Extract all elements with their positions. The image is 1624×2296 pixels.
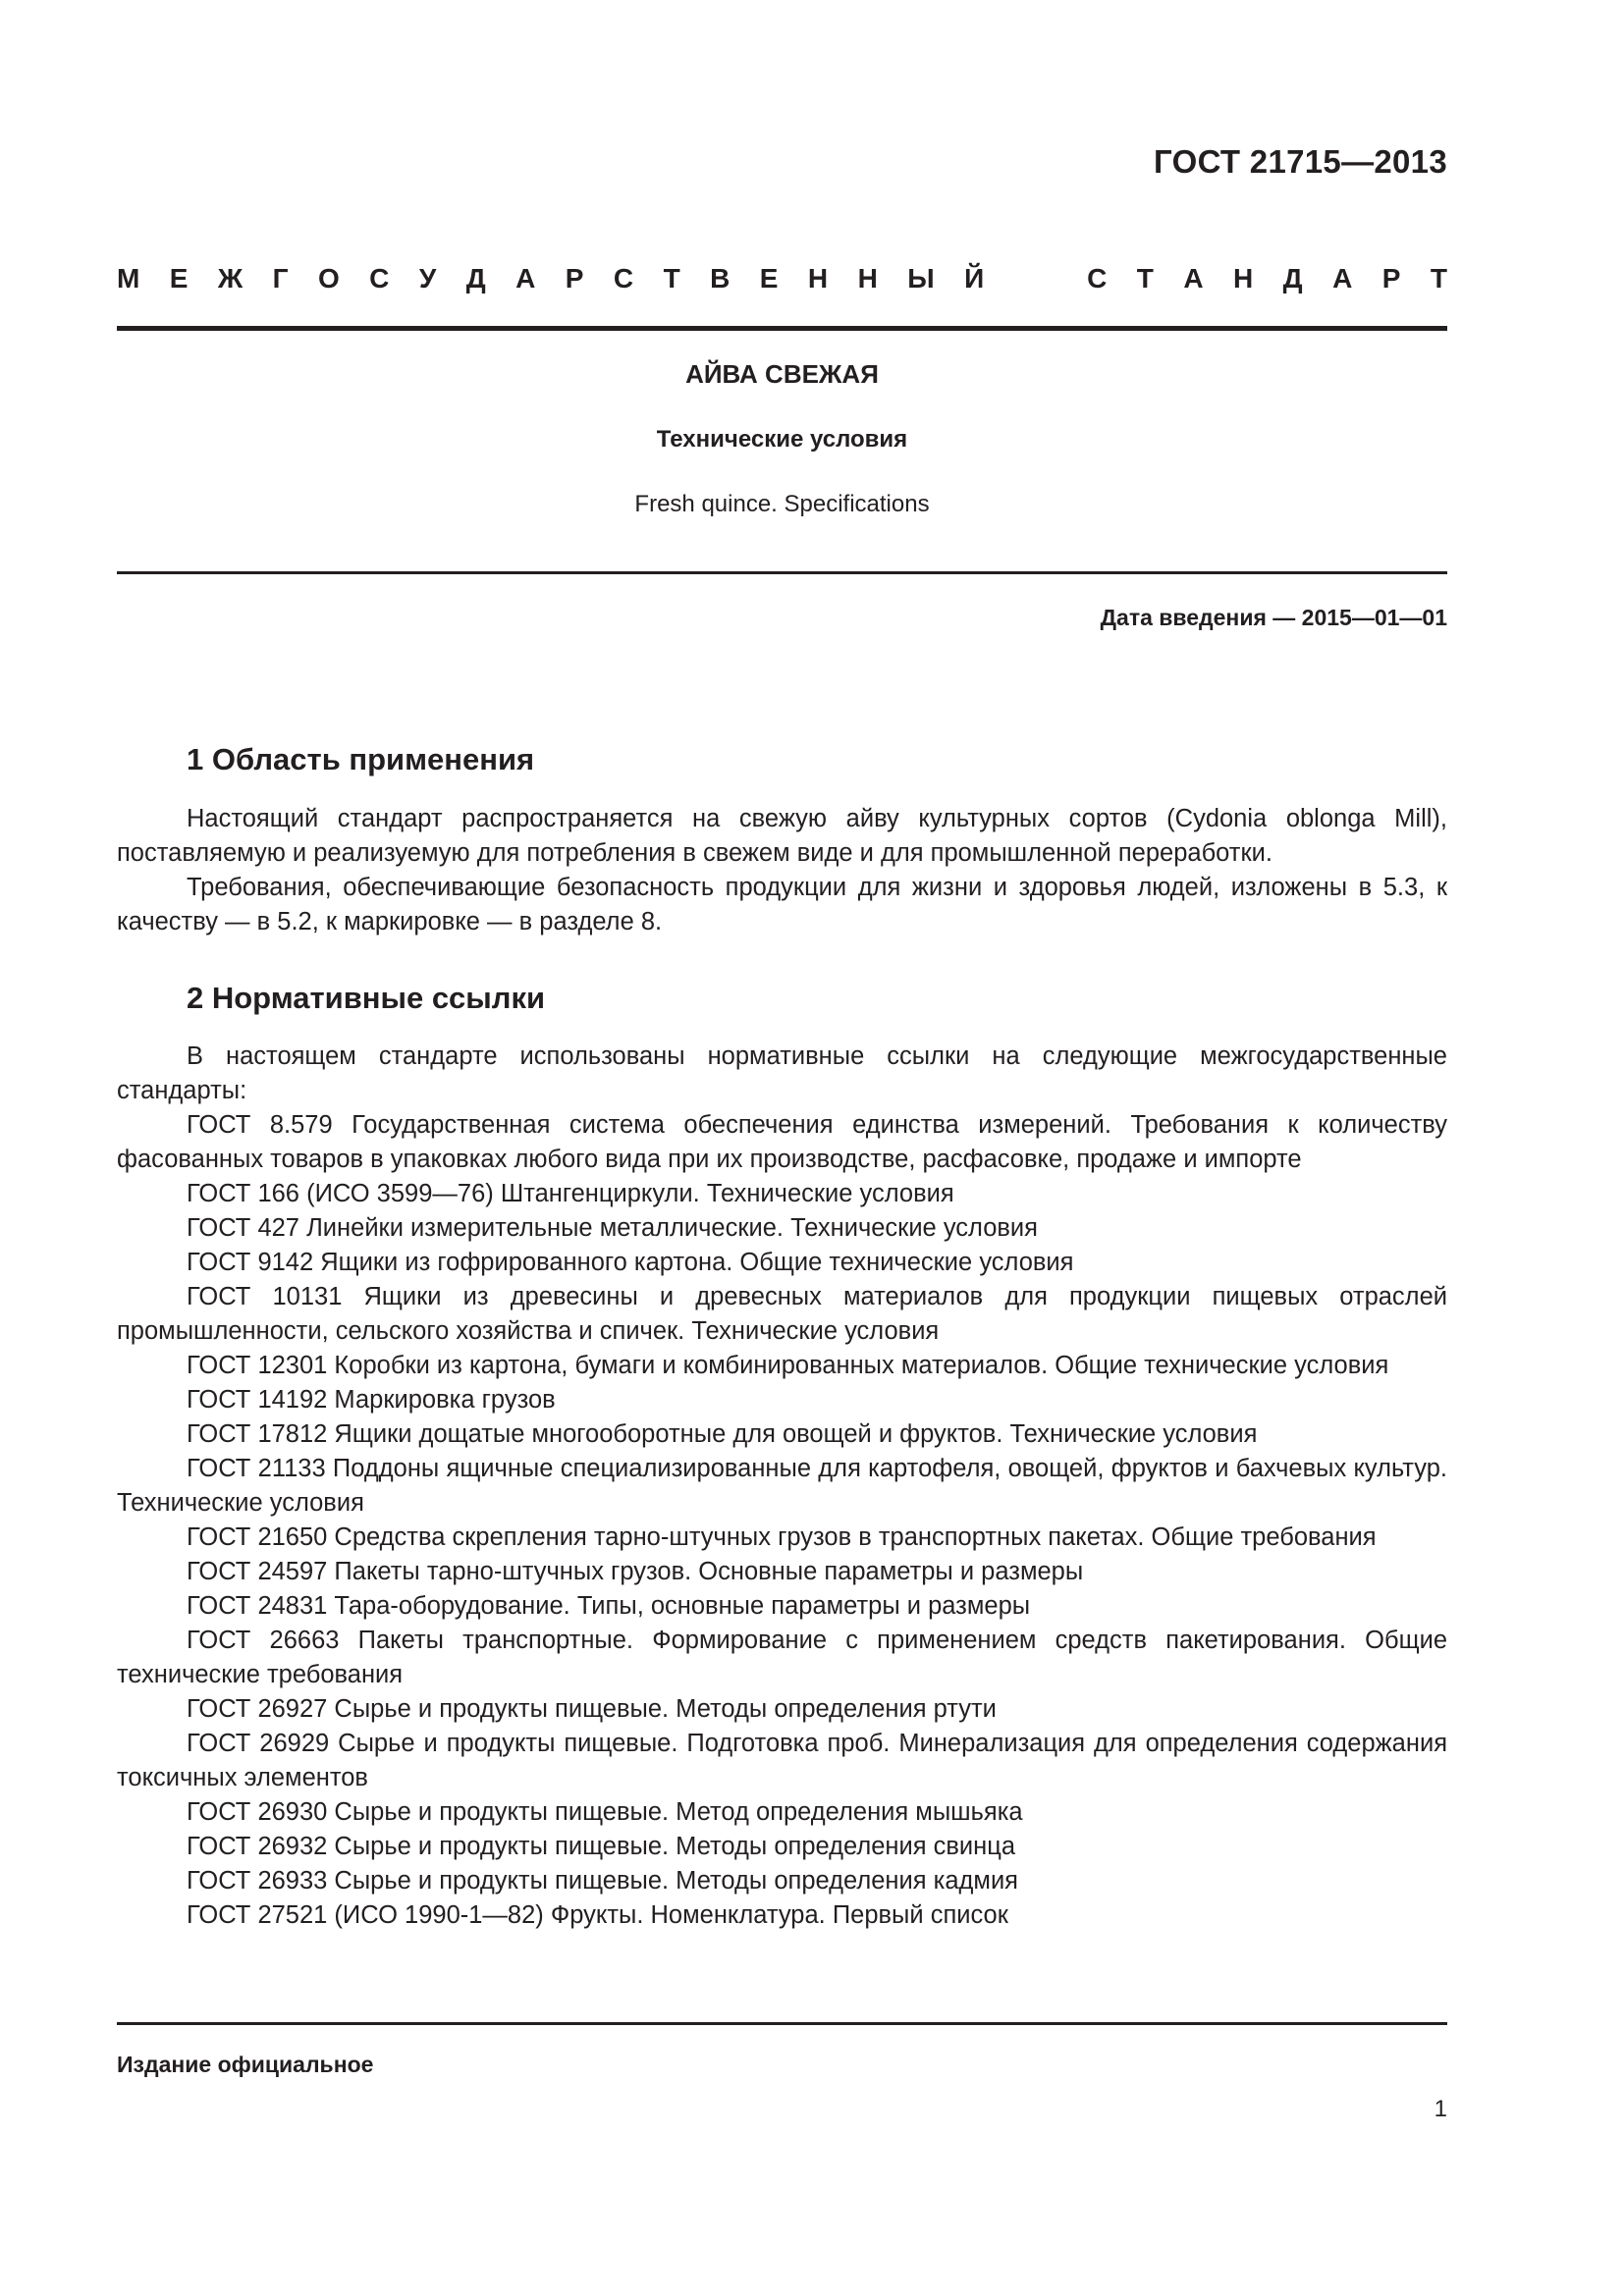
heading-letter: Т: [663, 263, 680, 294]
reference-item: ГОСТ 21133 Поддоны ящичные специализированные для картофеля, овощей, фруктов и бахчевых культур. Технические условия: [117, 1455, 1447, 1517]
reference-item: ГОСТ 8.579 Государственная система обеспечения единства измерений. Требования к количеству фасованных товаров в упаковках любого вида при их производстве, расфасовке, продаже и импорте: [117, 1111, 1447, 1173]
official-edition-label: Издание официальное: [117, 2052, 374, 2077]
heading-letter: С: [369, 263, 390, 294]
heading-letter: Г: [272, 263, 289, 294]
heading-letter: М: [117, 263, 140, 294]
reference-item: ГОСТ 9142 Ящики из гофрированного картона. Общие технические условия: [187, 1249, 1074, 1276]
heading-letter: Е: [759, 263, 779, 294]
gost-number: ГОСТ 21715—2013: [1154, 143, 1447, 180]
reference-item: ГОСТ 26927 Сырье и продукты пищевые. Методы определения ртути: [187, 1695, 997, 1723]
reference-item: ГОСТ 26932 Сырье и продукты пищевые. Методы определения свинца: [187, 1833, 1016, 1860]
heading-letter: А: [1183, 263, 1204, 294]
heading-letter: У: [418, 263, 437, 294]
reference-item: ГОСТ 26929 Сырье и продукты пищевые. Подготовка проб. Минерализация для определения содержания токсичных элементов: [117, 1730, 1447, 1791]
reference-item: ГОСТ 14192 Маркировка грузов: [187, 1386, 556, 1414]
reference-item: ГОСТ 166 (ИСО 3599—76) Штангенциркули. Технические условия: [187, 1180, 954, 1207]
introduction-date: Дата введения — 2015—01—01: [1100, 605, 1447, 630]
page-number: 1: [1434, 2096, 1447, 2122]
title-rule: [117, 571, 1447, 574]
reference-item: ГОСТ 26933 Сырье и продукты пищевые. Методы определения кадмия: [187, 1867, 1018, 1895]
reference-item: ГОСТ 26930 Сырье и продукты пищевые. Метод определения мышьяка: [187, 1798, 1023, 1826]
heading-letter: С: [613, 263, 634, 294]
reference-item: ГОСТ 26663 Пакеты транспортные. Формирование с применением средств пакетирования. Общие технические требования: [117, 1627, 1447, 1688]
reference-item: ГОСТ 12301 Коробки из картона, бумаги и комбинированных материалов. Общие технические условия: [187, 1352, 1389, 1379]
reference-item: ГОСТ 24597 Пакеты тарно-штучных грузов. Основные параметры и размеры: [187, 1558, 1084, 1585]
section-1-heading: 1 Область применения: [187, 742, 535, 776]
heading-letter: Н: [807, 263, 829, 294]
heading-letter: О: [317, 263, 340, 294]
heading-letter: Т: [1136, 263, 1154, 294]
reference-item: ГОСТ 24831 Тара-оборудование. Типы, основные параметры и размеры: [187, 1592, 1031, 1620]
heading-letter: Т: [1430, 263, 1447, 294]
paragraph: Настоящий стандарт распространяется на свежую айву культурных сортов (Cydonia oblonga Mill), поставляемую и реализуемую для потребления в свежем виде и для промышленной переработки.: [117, 805, 1447, 867]
heading-letter: Н: [1233, 263, 1254, 294]
paragraph: В настоящем стандарте использованы нормативные ссылки на следующие межгосударственные стандарты:: [117, 1042, 1447, 1104]
heading-letter: Д: [465, 263, 486, 294]
heading-letter: А: [1332, 263, 1353, 294]
heading-letter: Е: [169, 263, 189, 294]
heading-letter: С: [1087, 263, 1108, 294]
heading-letter: А: [515, 263, 536, 294]
reference-item: ГОСТ 17812 Ящики дощатые многооборотные для овощей и фруктов. Технические условия: [187, 1420, 1258, 1448]
heading-letter: Н: [857, 263, 878, 294]
heading-letter: В: [710, 263, 731, 294]
heading-letter: Й: [964, 263, 985, 294]
section-2-body: [117, 1040, 1447, 1933]
reference-item: ГОСТ 27521 (ИСО 1990-1—82) Фрукты. Номенклатура. Первый список: [187, 1901, 1008, 1929]
reference-item: ГОСТ 21650 Средства скрепления тарно-штучных грузов в транспортных пакетах. Общие требования: [187, 1523, 1377, 1551]
reference-item: ГОСТ 427 Линейки измерительные металлические. Технические условия: [187, 1214, 1038, 1242]
paragraph: Требования, обеспечивающие безопасность продукции для жизни и здоровья людей, изложены в 5.3, к качеству — в 5.2, к маркировке — в разделе 8.: [117, 874, 1447, 935]
footer-rule: [117, 2022, 1447, 2025]
heading-letter: Д: [1282, 263, 1303, 294]
section-2-heading: 2 Нормативные ссылки: [187, 981, 546, 1015]
word-gap: [1014, 263, 1057, 294]
standard-title: АЙВА СВЕЖАЯ: [685, 359, 879, 389]
standard-english-title: Fresh quince. Specifications: [634, 491, 930, 517]
standard-subtitle: Технические условия: [656, 426, 908, 453]
section-1-body: [117, 802, 1447, 939]
heading-letter: Р: [565, 263, 584, 294]
heading-letter: Ы: [907, 263, 935, 294]
heading-letter: Р: [1381, 263, 1401, 294]
header-rule: [117, 326, 1447, 331]
reference-item: ГОСТ 10131 Ящики из древесины и древесных материалов для продукции пищевых отраслей промышленности, сельского хозяйства и спичек. Технические условия: [117, 1283, 1447, 1345]
interstate-standard-heading: [117, 263, 1447, 294]
heading-letter: Ж: [217, 263, 244, 294]
